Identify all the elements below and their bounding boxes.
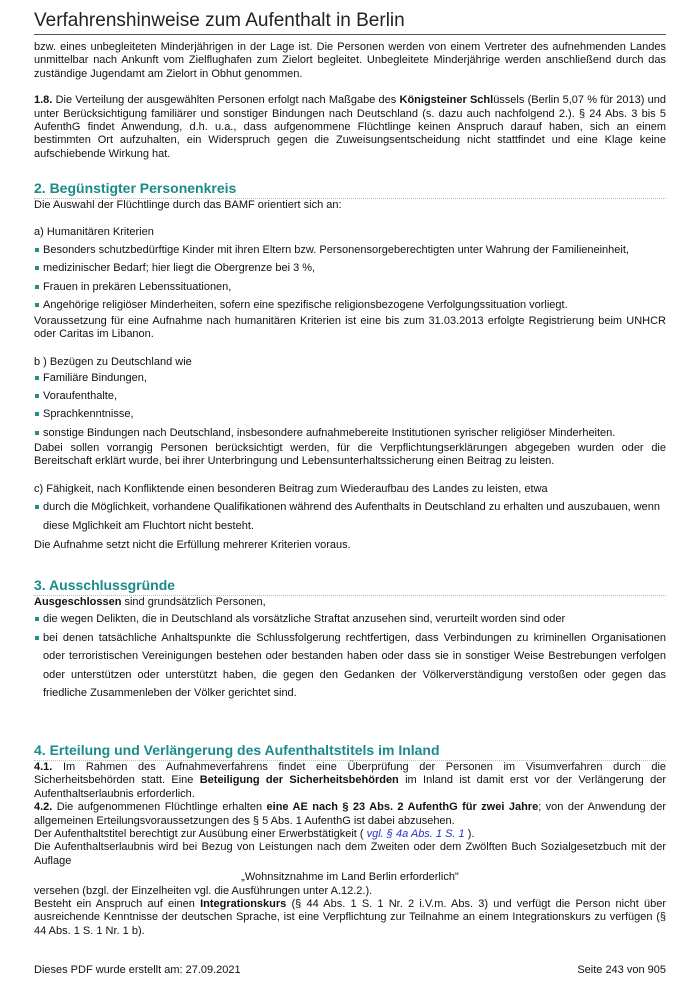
paragraph-4-2: 4.2. Die aufgenommenen Flüchtlinge erhalten eine AE nach § 23 Abs. 2 AufenthG für zwei Jahre; von der Anwendung der allgemeinen Erteilungsvoraussetzungen des § 5 Abs. 1 AufenthG ist dabei abzusehen. <box>34 801 667 827</box>
paragraph-1-8: 1.8. Die Verteilung der ausgewählten Personen erfolgt nach Maßgabe des Königsteiner Schlüssels (Berlin 5,07 % für 2013) und unter Berücksichtigung familiärer und sonstiger Bindungen nach Deutschland (s. dazu auch nachfolgend 2.). § 24 Abs. 3 bis 5 AufenthG findet Anwendung, d.h. u.a., dass aufgenommene Flüchtlinge keinen Anspruch darauf haben, sich an einem bestimmten Ort aufzuhalten, ein Widerspruch gegen die Zuweisungsentscheidung nicht stattfindet und eine Klage keine aufschiebende Wirkung hat. <box>34 94 666 160</box>
paragraph-number: 1.8. <box>34 94 53 107</box>
list-item: Familiäre Bindungen, <box>34 369 666 387</box>
criteria-a-list <box>34 241 666 315</box>
list-item: Frauen in prekären Lebenssituationen, <box>34 278 666 296</box>
criteria-b-label: b ) Bezügen zu Deutschland wie <box>34 355 192 368</box>
list-item: Besonders schutzbedürftige Kinder mit ihren Eltern bzw. Personensorgeberechtigten unter Wahrung der Familieneinheit, <box>34 241 666 259</box>
header-divider <box>34 34 666 35</box>
section-3-intro: Ausgeschlossen sind grundsätzlich Personen, <box>34 595 266 608</box>
list-item: bei denen tatsächliche Anhaltspunkte die Schlussfolgerung rechtfertigen, dass Verbindungen zu kriminellen Organisationen oder terroristischen Vereinigungen bestehen oder bestanden haben oder dass sie in sonstiger Weise Bestrebungen verfolgen oder unterstützen oder unterstützt haben, die gegen den Gedanken der Völkerverständigung verstoßen oder gegen das friedliche Zusammenleben der Völker gerichtet sind. <box>34 629 666 703</box>
integration-course-text: Besteht ein Anspruch auf einen Integrationskurs (§ 44 Abs. 1 S. 1 Nr. 2 i.V.m. Abs. 3) und verfügt die Person nicht über ausreichende Kenntnisse der deutschen Sprache, ist eine Verpflichtung zur Teilnahme an einem Integrationskurs zu verfügen (§ 44 Abs. 1 S. 1 Nr. 1 b). <box>34 897 666 937</box>
law-reference-link[interactable]: vgl. § 4a Abs. 1 S. 1 <box>366 827 465 840</box>
criteria-a-note: Voraussetzung für eine Aufnahme nach humanitären Kriterien ist eine bis zum 31.03.2013 erfolgte Registrierung beim UNHCR oder Caritas im Libanon. <box>34 314 666 341</box>
list-item: die wegen Delikten, die in Deutschland als vorsätzliche Straftat anzusehen sind, verurteilt worden sind oder <box>34 610 666 629</box>
section-3-heading: 3. Ausschlussgründe <box>34 577 666 596</box>
list-item: durch die Möglichkeit, vorhandene Qualifikationen während des Aufenthalts in Deutschland zu erhalten und auszubauen, wenn diese Mglichkeit am Fluchtort nicht besteht. <box>34 498 666 535</box>
auflage-quote: „Wohnsitznahme im Land Berlin erforderlich" <box>241 871 459 884</box>
footer-created-date: Dieses PDF wurde erstellt am: 27.09.2021 <box>34 964 241 976</box>
footer-page-number: Seite 243 von 905 <box>577 964 666 976</box>
document-body <box>34 41 666 938</box>
section-2-closing: Die Aufnahme setzt nicht die Erfüllung mehrerer Kriterien voraus. <box>34 539 351 552</box>
paragraph-intro: bzw. eines unbegleiteten Minderjährigen in der Lage ist. Die Personen werden von einem Vertreter des aufnehmenden Landes unmittelbar nach Ankunft vom Zielflughafen zum Zielort begleitet. Unbegleitete Minderjährige werden anschließend durch das zuständige Jugendamt am Zielort in Obhut genommen. <box>34 41 666 80</box>
work-permission-text: Der Aufenthaltstitel berechtigt zur Ausübung einer Erwerbstätigkeit ( vgl. § 4a Abs. 1 S. 1 ). <box>34 827 475 840</box>
section-2-intro: Die Auswahl der Flüchtlinge durch das BAMF orientiert sich an: <box>34 199 342 212</box>
section-2-heading: 2. Begünstigter Personenkreis <box>34 180 666 199</box>
auflage-text: Die Aufenthaltserlaubnis wird bei Bezug von Leistungen nach dem Zweiten oder dem Zwölften Buch Sozialgesetzbuch mit der Auflage <box>34 841 666 867</box>
list-item: sonstige Bindungen nach Deutschland, insbesondere aufnahmebereite Institutionen syrischer religiöser Minderheiten. <box>34 424 666 442</box>
list-item: Sprachkenntnisse, <box>34 405 666 423</box>
list-item: medizinischer Bedarf; hier liegt die Obergrenze bei 3 %, <box>34 259 666 277</box>
criteria-a-label: a) Humanitären Kriterien <box>34 225 154 238</box>
list-item: Voraufenthalte, <box>34 387 666 405</box>
criteria-b-list <box>34 369 666 442</box>
paragraph-4-1: 4.1. Im Rahmen des Aufnahmeverfahrens findet eine Überprüfung der Personen im Visumverfahren durch die Sicherheitsbehörden statt. Eine Beteiligung der Sicherheitsbehörden im Inland ist damit erst vor der Verlängerung der Aufenthaltserlaubnis erforderlich. <box>34 760 666 800</box>
criteria-b-note: Dabei sollen vorrangig Personen berücksichtigt werden, für die Verpflichtungserklärungen abgegeben wurden oder die Bereitschaft erklärt wurde, bei ihrer Unterbringung und Lebensunterhaltssicherung einen Beitrag zu leisten. <box>34 441 666 468</box>
list-item: Angehörige religiöser Minderheiten, sofern eine spezifische religionsbezogene Verfolgungssituation vorliegt. <box>34 296 666 314</box>
section-4-heading: 4. Erteilung und Verlängerung des Aufenthaltstitels im Inland <box>34 742 666 761</box>
criteria-c-label: c) Fähigkeit, nach Konfliktende einen besonderen Beitrag zum Wiederaufbau des Landes zu leisten, etwa <box>34 482 548 495</box>
versehen-text: versehen (bzgl. der Einzelheiten vgl. die Ausführungen unter A.12.2.). <box>34 884 373 897</box>
page-title: Verfahrenshinweise zum Aufenthalt in Berlin <box>34 10 405 31</box>
